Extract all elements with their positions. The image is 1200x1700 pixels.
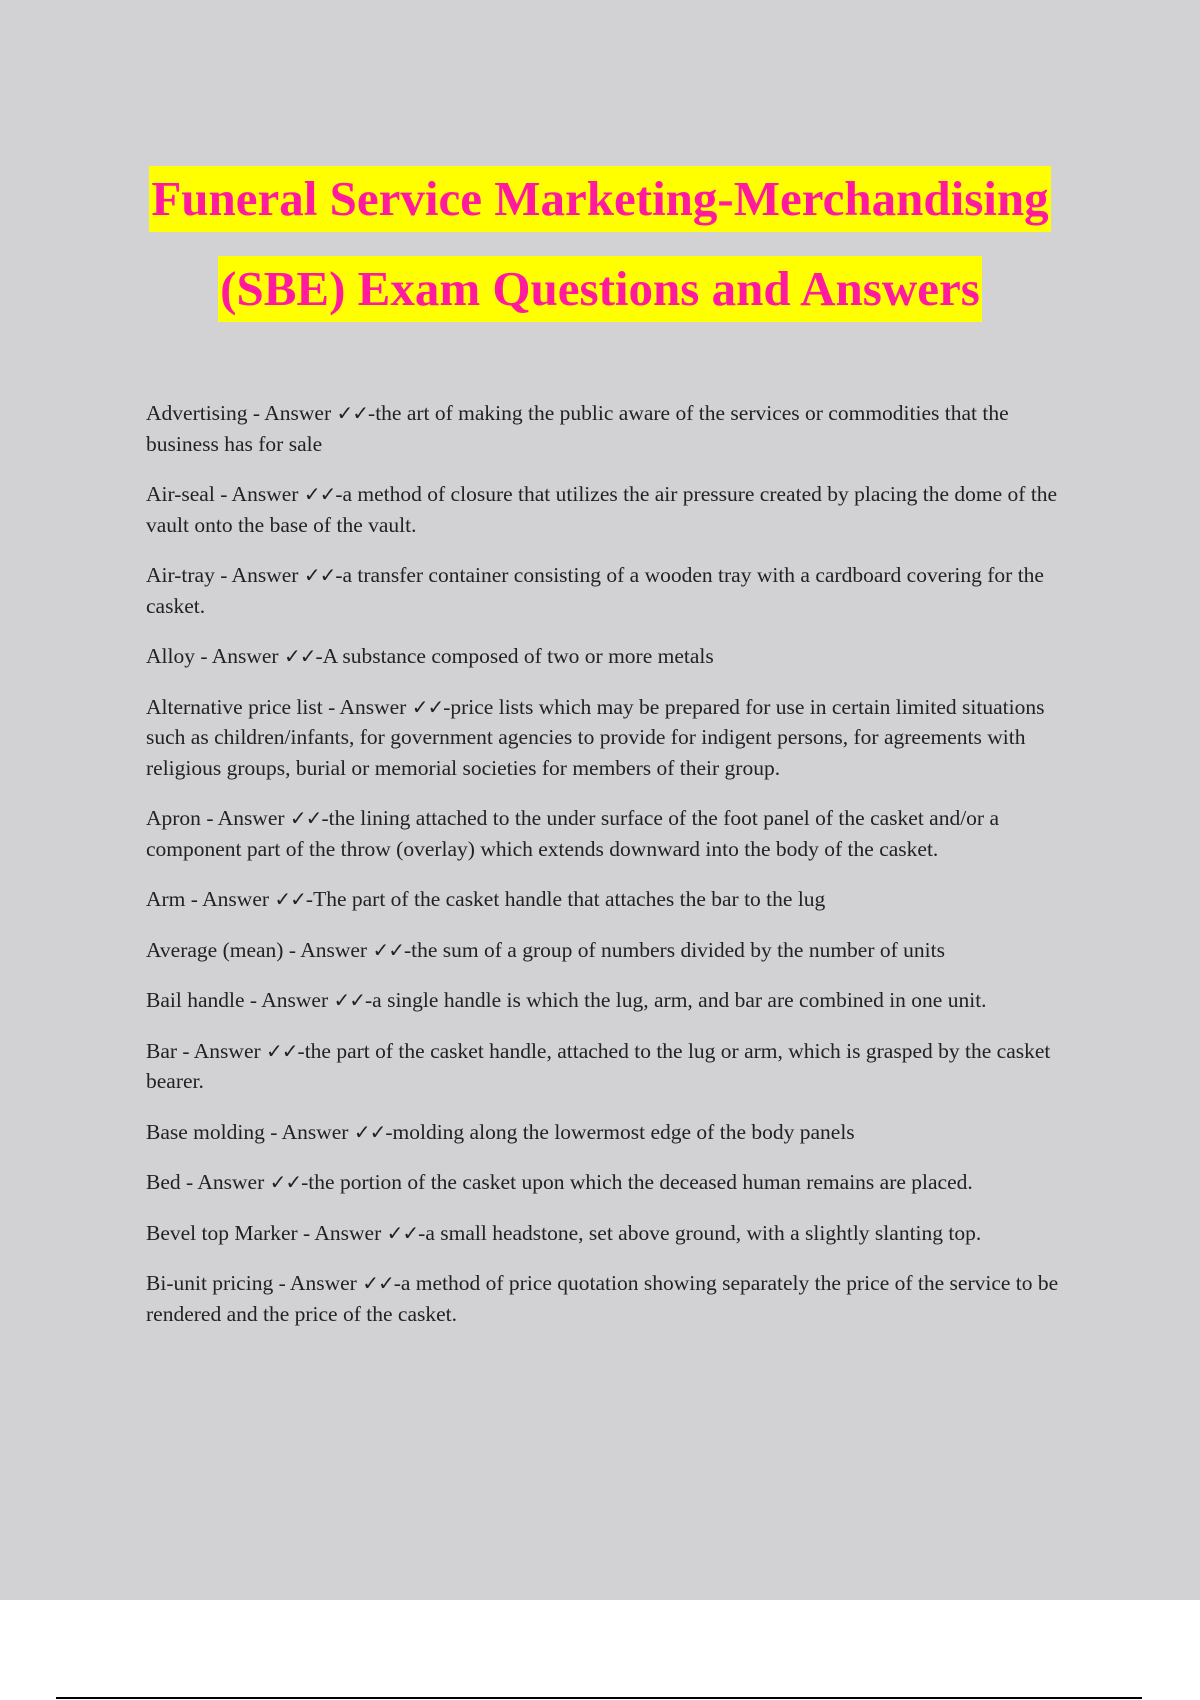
qa-item (146, 479, 1086, 540)
qa-definition: -the sum of a group of numbers divided by the number of units (403, 937, 945, 962)
qa-answer-label: - Answer (264, 1119, 354, 1144)
qa-term: Arm (146, 887, 186, 911)
qa-item (146, 985, 1086, 1016)
qa-definition: -a method of price quotation showing separately the price of the service to be rendered and the price of the casket. (146, 1271, 1059, 1326)
qa-item (146, 884, 1086, 915)
qa-answer-label: - Answer (200, 806, 290, 830)
qa-item (146, 1036, 1086, 1097)
qa-definition: -the lining attached to the under surface of the foot panel of the casket and/or a component part of the throw (overlay) which extends downward into the body of the casket. (146, 806, 1000, 861)
qa-term: Bi-unit pricing (146, 1271, 274, 1295)
qa-item (146, 1167, 1086, 1198)
qa-definition: -the portion of the casket upon which the deceased human remains are placed. (301, 1170, 973, 1194)
qa-answer-label: - Answer (194, 644, 284, 668)
qa-answer-label: - Answer (214, 563, 304, 587)
qa-term: Alloy (146, 644, 195, 668)
qa-definition: -molding along the lowermost edge of the body panels (385, 1119, 855, 1144)
qa-definition: -price lists which may be prepared for use in certain limited situations such as children/infants, for government agencies to provide for indigent persons, for agreements with religious groups, burial or memorial societies for members of their group. (146, 694, 1045, 780)
qa-term: Base molding (146, 1119, 265, 1144)
double-check-icon: ✓✓ (386, 1220, 419, 1245)
qa-answer-label: - Answer (247, 401, 337, 425)
qa-answer-label: - Answer (322, 694, 412, 719)
qa-answer-label: - Answer (273, 1271, 363, 1295)
qa-definition: -a method of closure that utilizes the air pressure created by placing the dome of the vault onto the base of the vault. (146, 482, 1058, 537)
qa-definition: -a transfer container consisting of a wooden tray with a cardboard covering for the casket. (146, 563, 1044, 618)
qa-item (146, 641, 1086, 672)
qa-answer-label: - Answer (297, 1220, 387, 1245)
qa-item (146, 803, 1086, 864)
qa-term: Bail handle (146, 988, 245, 1012)
double-check-icon: ✓✓ (274, 887, 306, 911)
double-check-icon: ✓✓ (353, 1119, 386, 1144)
qa-term: Bevel top Marker (146, 1220, 298, 1245)
qa-item (146, 1268, 1086, 1329)
qa-term: Average (mean) (146, 937, 284, 962)
qa-item (146, 1117, 1086, 1148)
qa-item (146, 398, 1086, 459)
double-check-icon: ✓✓ (411, 694, 444, 719)
qa-answer-label: - Answer (214, 482, 304, 506)
qa-item (146, 1218, 1086, 1249)
double-check-icon: ✓✓ (372, 937, 404, 962)
double-check-icon: ✓✓ (283, 644, 316, 668)
double-check-icon: ✓✓ (269, 1170, 302, 1194)
title-line-1: Funeral Service Marketing-Merchandising (149, 166, 1050, 232)
qa-definition: -a single handle is which the lug, arm, and bar are combined in one unit. (365, 988, 987, 1012)
double-check-icon: ✓✓ (303, 563, 336, 587)
double-check-icon: ✓✓ (289, 806, 322, 830)
qa-term: Bar (146, 1038, 178, 1063)
double-check-icon: ✓✓ (336, 401, 369, 425)
qa-definition: -the part of the casket handle, attached to the lug or arm, which is grasped by the casket bearer. (146, 1038, 1051, 1093)
qa-answer-label: - Answer (283, 937, 373, 962)
qa-list (146, 398, 1086, 1349)
qa-item (146, 935, 1086, 966)
qa-answer-label: - Answer (180, 1170, 270, 1194)
qa-definition: -the art of making the public aware of the services or commodities that the business has for sale (146, 401, 1009, 456)
qa-definition: -A substance composed of two or more metals (315, 644, 714, 668)
qa-answer-label: - Answer (244, 988, 334, 1012)
qa-definition: -a small headstone, set above ground, with a slightly slanting top. (418, 1220, 982, 1245)
double-check-icon: ✓✓ (303, 482, 336, 506)
qa-term: Apron (146, 806, 201, 830)
footer-divider (56, 1697, 1142, 1699)
double-check-icon: ✓✓ (266, 1038, 298, 1063)
document-title (0, 166, 1200, 322)
qa-definition: -The part of the casket handle that attaches the bar to the lug (305, 887, 826, 911)
qa-answer-label: - Answer (177, 1038, 267, 1063)
double-check-icon: ✓✓ (362, 1271, 394, 1295)
qa-term: Alternative price list (146, 694, 323, 719)
qa-term: Bed (146, 1170, 181, 1194)
qa-answer-label: - Answer (185, 887, 275, 911)
qa-term: Air-tray (146, 563, 215, 587)
qa-term: Air-seal (146, 482, 215, 506)
qa-item (146, 692, 1086, 784)
title-line-2: (SBE) Exam Questions and Answers (218, 256, 982, 322)
qa-item (146, 560, 1086, 621)
double-check-icon: ✓✓ (333, 988, 366, 1012)
qa-term: Advertising (146, 401, 248, 425)
